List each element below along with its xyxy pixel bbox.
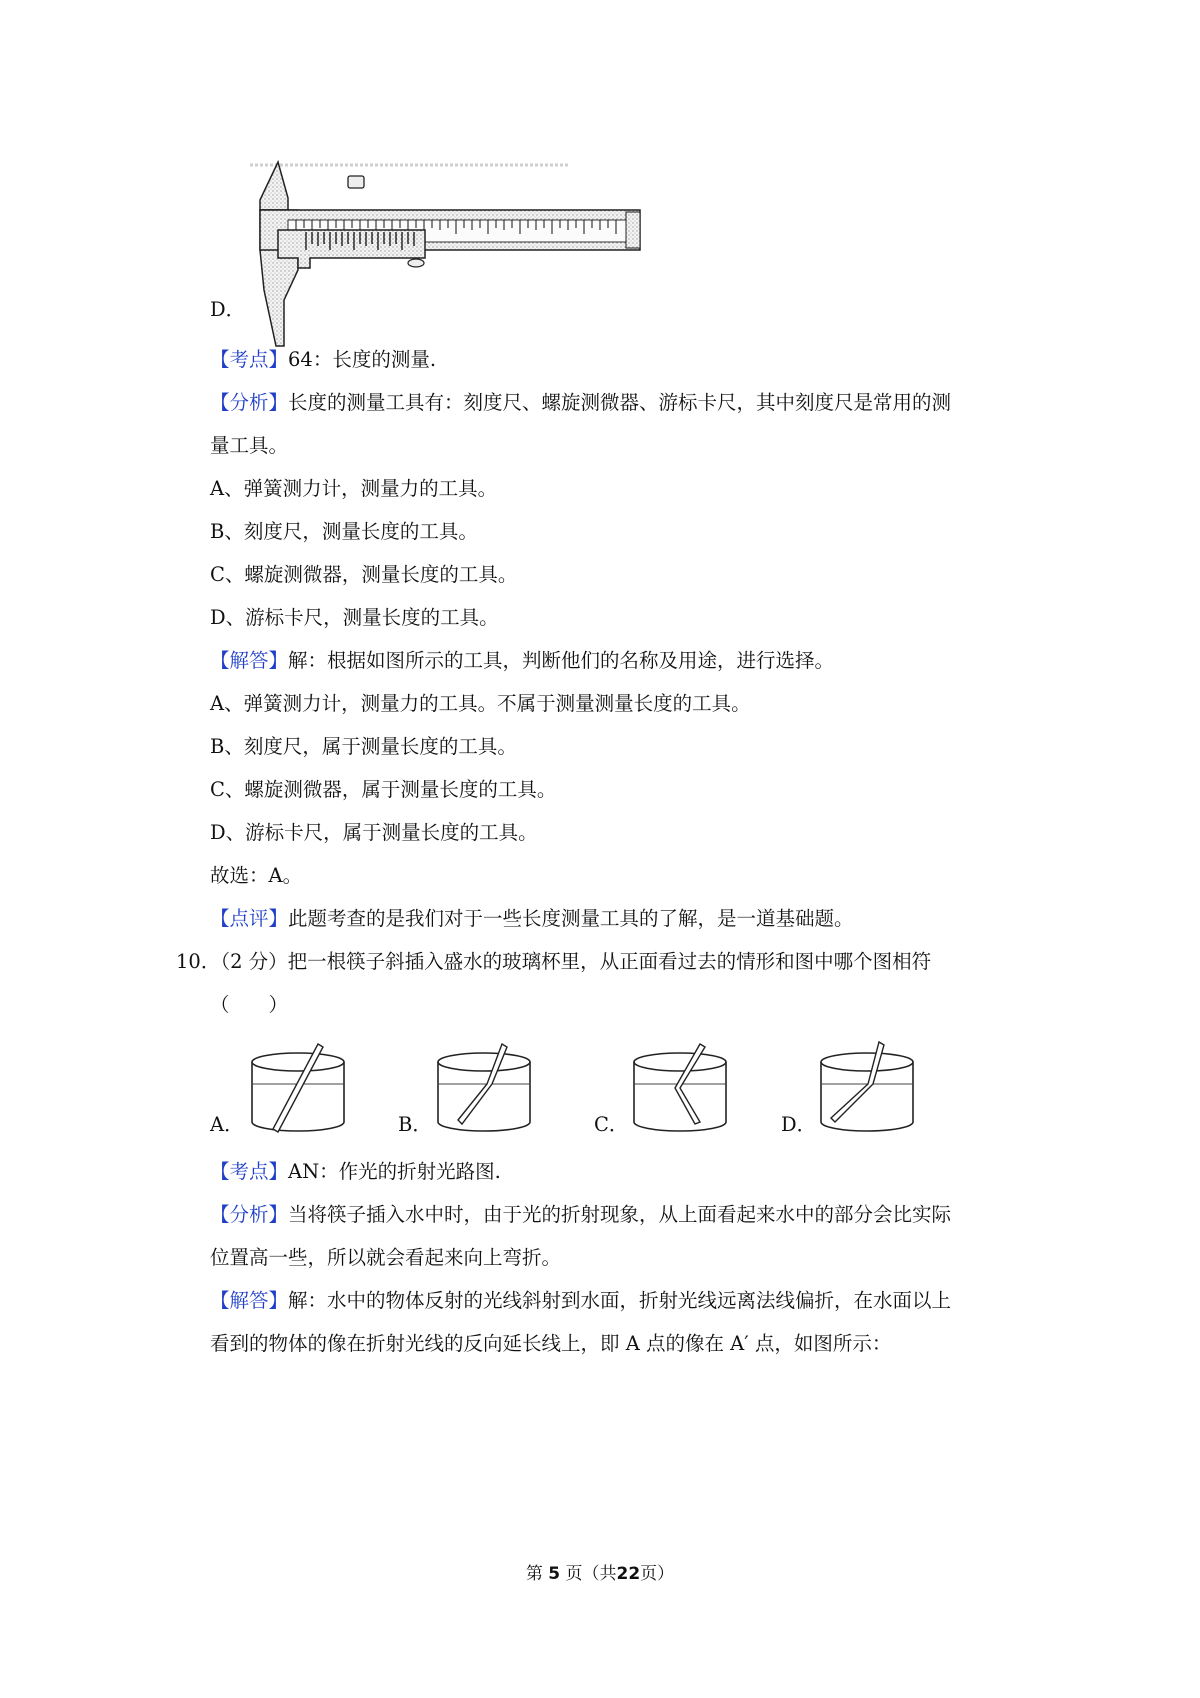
q10-kaodian-text: AN：作光的折射光路图. <box>288 1160 501 1183</box>
kaodian-text: 64：长度的测量. <box>288 348 437 371</box>
answer-item-b: B、刻度尺，属于测量长度的工具。 <box>210 735 517 758</box>
fenxi-line-1 <box>210 388 951 418</box>
analysis-item-d: D、游标卡尺，测量长度的工具。 <box>210 606 499 629</box>
q10-stem: 10．（2 分）把一根筷子斜插入盛水的玻璃杯里，从正面看过去的情形和图中哪个图相符 <box>176 950 932 973</box>
footer-page-number: 5 <box>548 1564 561 1584</box>
vernier-caliper-figure <box>240 150 660 355</box>
dianping-tag: 【点评】 <box>210 907 289 930</box>
q10-fenxi-line-2: 位置高一些，所以就会看起来向上弯折。 <box>210 1246 562 1269</box>
fenxi-text-1: 长度的测量工具有：刻度尺、螺旋测微器、游标卡尺，其中刻度尺是常用的测 <box>288 391 952 414</box>
q10-blank: （ ） <box>210 993 289 1016</box>
q10-jieda-tag: 【解答】 <box>210 1289 289 1312</box>
footer-prefix: 第 <box>525 1564 543 1584</box>
conclusion: 故选：A。 <box>210 864 303 887</box>
q10-jieda-line-2: 看到的物体的像在折射光线的反向延长线上，即 A 点的像在 A′ 点，如图所示： <box>210 1332 892 1355</box>
footer-middle: 页（共 <box>565 1564 617 1584</box>
dianping-text: 此题考查的是我们对于一些长度测量工具的了解，是一道基础题。 <box>288 907 854 930</box>
option-a-label: A． <box>210 1113 244 1136</box>
q10-fenxi-line-1 <box>210 1200 951 1230</box>
dianping-line <box>210 904 854 934</box>
q10-fenxi-text-1: 当将筷子插入水中时，由于光的折射现象，从上面看起来水中的部分会比实际 <box>288 1203 952 1226</box>
answer-item-a: A、弹簧测力计，测量力的工具。不属于测量测量长度的工具。 <box>210 692 751 715</box>
cup-figure-d <box>817 1040 917 1140</box>
jieda-tag: 【解答】 <box>210 649 289 672</box>
q10-jieda-text-1: 解：水中的物体反射的光线斜射到水面，折射光线远离法线偏折，在水面以上 <box>288 1289 952 1312</box>
footer-suffix: 页） <box>640 1564 675 1584</box>
fenxi-tag: 【分析】 <box>210 391 289 414</box>
cup-figure-c <box>630 1040 730 1140</box>
jieda-line <box>210 646 834 676</box>
option-b-label: B． <box>398 1113 432 1136</box>
analysis-item-c: C、螺旋测微器，测量长度的工具。 <box>210 563 518 586</box>
cup-figure-a <box>248 1040 348 1140</box>
jieda-text: 解：根据如图所示的工具，判断他们的名称及用途，进行选择。 <box>288 649 835 672</box>
q10-kaodian-line <box>210 1157 501 1187</box>
q10-kaodian-tag: 【考点】 <box>210 1160 289 1183</box>
option-d-label-q10: D． <box>781 1113 817 1136</box>
option-d-label: D． <box>210 298 246 321</box>
answer-item-d: D、游标卡尺，属于测量长度的工具。 <box>210 821 538 844</box>
analysis-item-b: B、刻度尺，测量长度的工具。 <box>210 520 478 543</box>
fenxi-line-2: 量工具。 <box>210 434 289 457</box>
footer-total-pages: 22 <box>616 1564 641 1584</box>
option-c-label: C． <box>594 1113 629 1136</box>
cup-figure-b <box>434 1040 534 1140</box>
q10-jieda-line-1 <box>210 1286 951 1316</box>
answer-item-c: C、螺旋测微器，属于测量长度的工具。 <box>210 778 557 801</box>
kaodian-line <box>210 345 436 375</box>
page-footer <box>0 1562 1200 1586</box>
kaodian-tag: 【考点】 <box>210 348 289 371</box>
analysis-item-a: A、弹簧测力计，测量力的工具。 <box>210 477 498 500</box>
q10-fenxi-tag: 【分析】 <box>210 1203 289 1226</box>
